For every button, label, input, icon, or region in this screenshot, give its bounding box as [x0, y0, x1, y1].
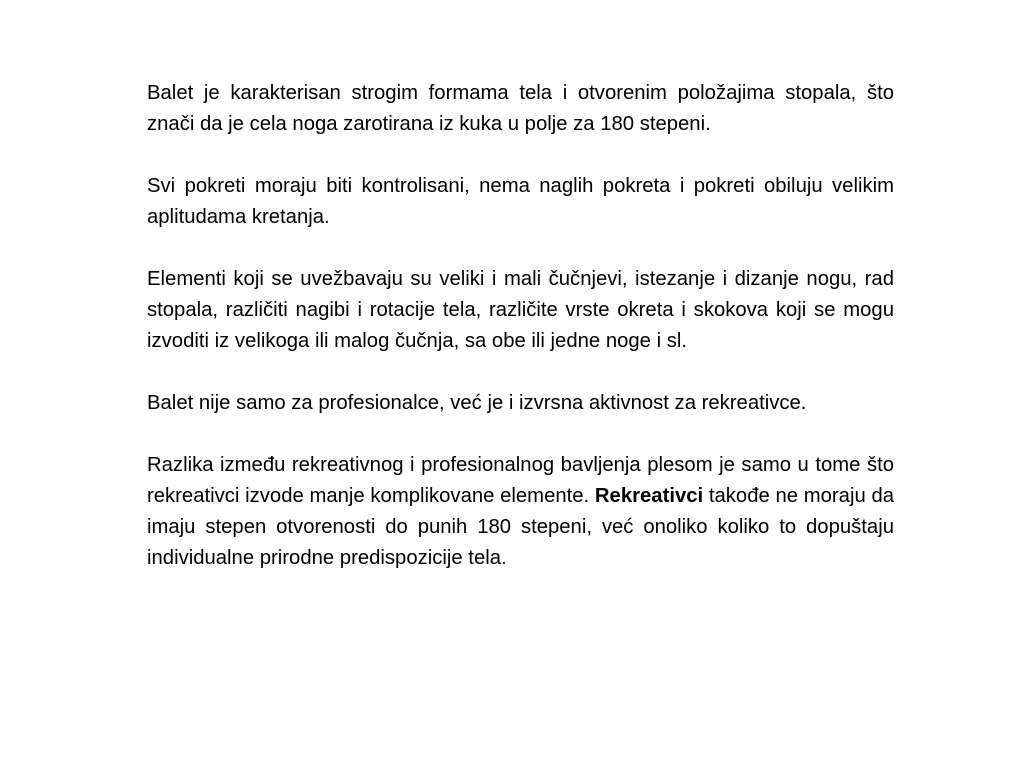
bold-term: Rekreativci: [594, 485, 704, 507]
paragraph-5-start: Razlika između rekreativnog i profesionalnog bavljenja plesom je samo u tome što rekreativci izvode manje komplikovane elemente.: [147, 454, 894, 507]
paragraph-5: [147, 450, 894, 574]
paragraph-3: Elementi koji se uvežbavaju su veliki i mali čučnjevi, istezanje i dizanje nogu, rad stopala, različiti nagibi i rotacije tela, različite vrste okreta i skokova koji se mogu izvoditi iz velikoga ili malog čučnja, sa obe ili jedne noge i sl.: [147, 268, 894, 352]
paragraph-1: Balet je karakterisan strogim formama tela i otvorenim položajima stopala, što znači da je cela noga zarotirana iz kuka u polje za 180 stepeni.: [147, 82, 894, 135]
paragraph-4: Balet nije samo za profesionalce, već je i izvrsna aktivnost za rekreativce.: [147, 392, 807, 414]
paragraph-2: Svi pokreti moraju biti kontrolisani, nema naglih pokreta i pokreti obiluju velikim aplitudama kretanja.: [147, 175, 894, 228]
paragraph-5-end: takođe ne moraju da imaju stepen otvorenosti do punih 180 stepeni, već onoliko koliko to dopuštaju individualne prirodne predispozicije tela.: [147, 485, 894, 569]
body-text: [147, 78, 894, 574]
